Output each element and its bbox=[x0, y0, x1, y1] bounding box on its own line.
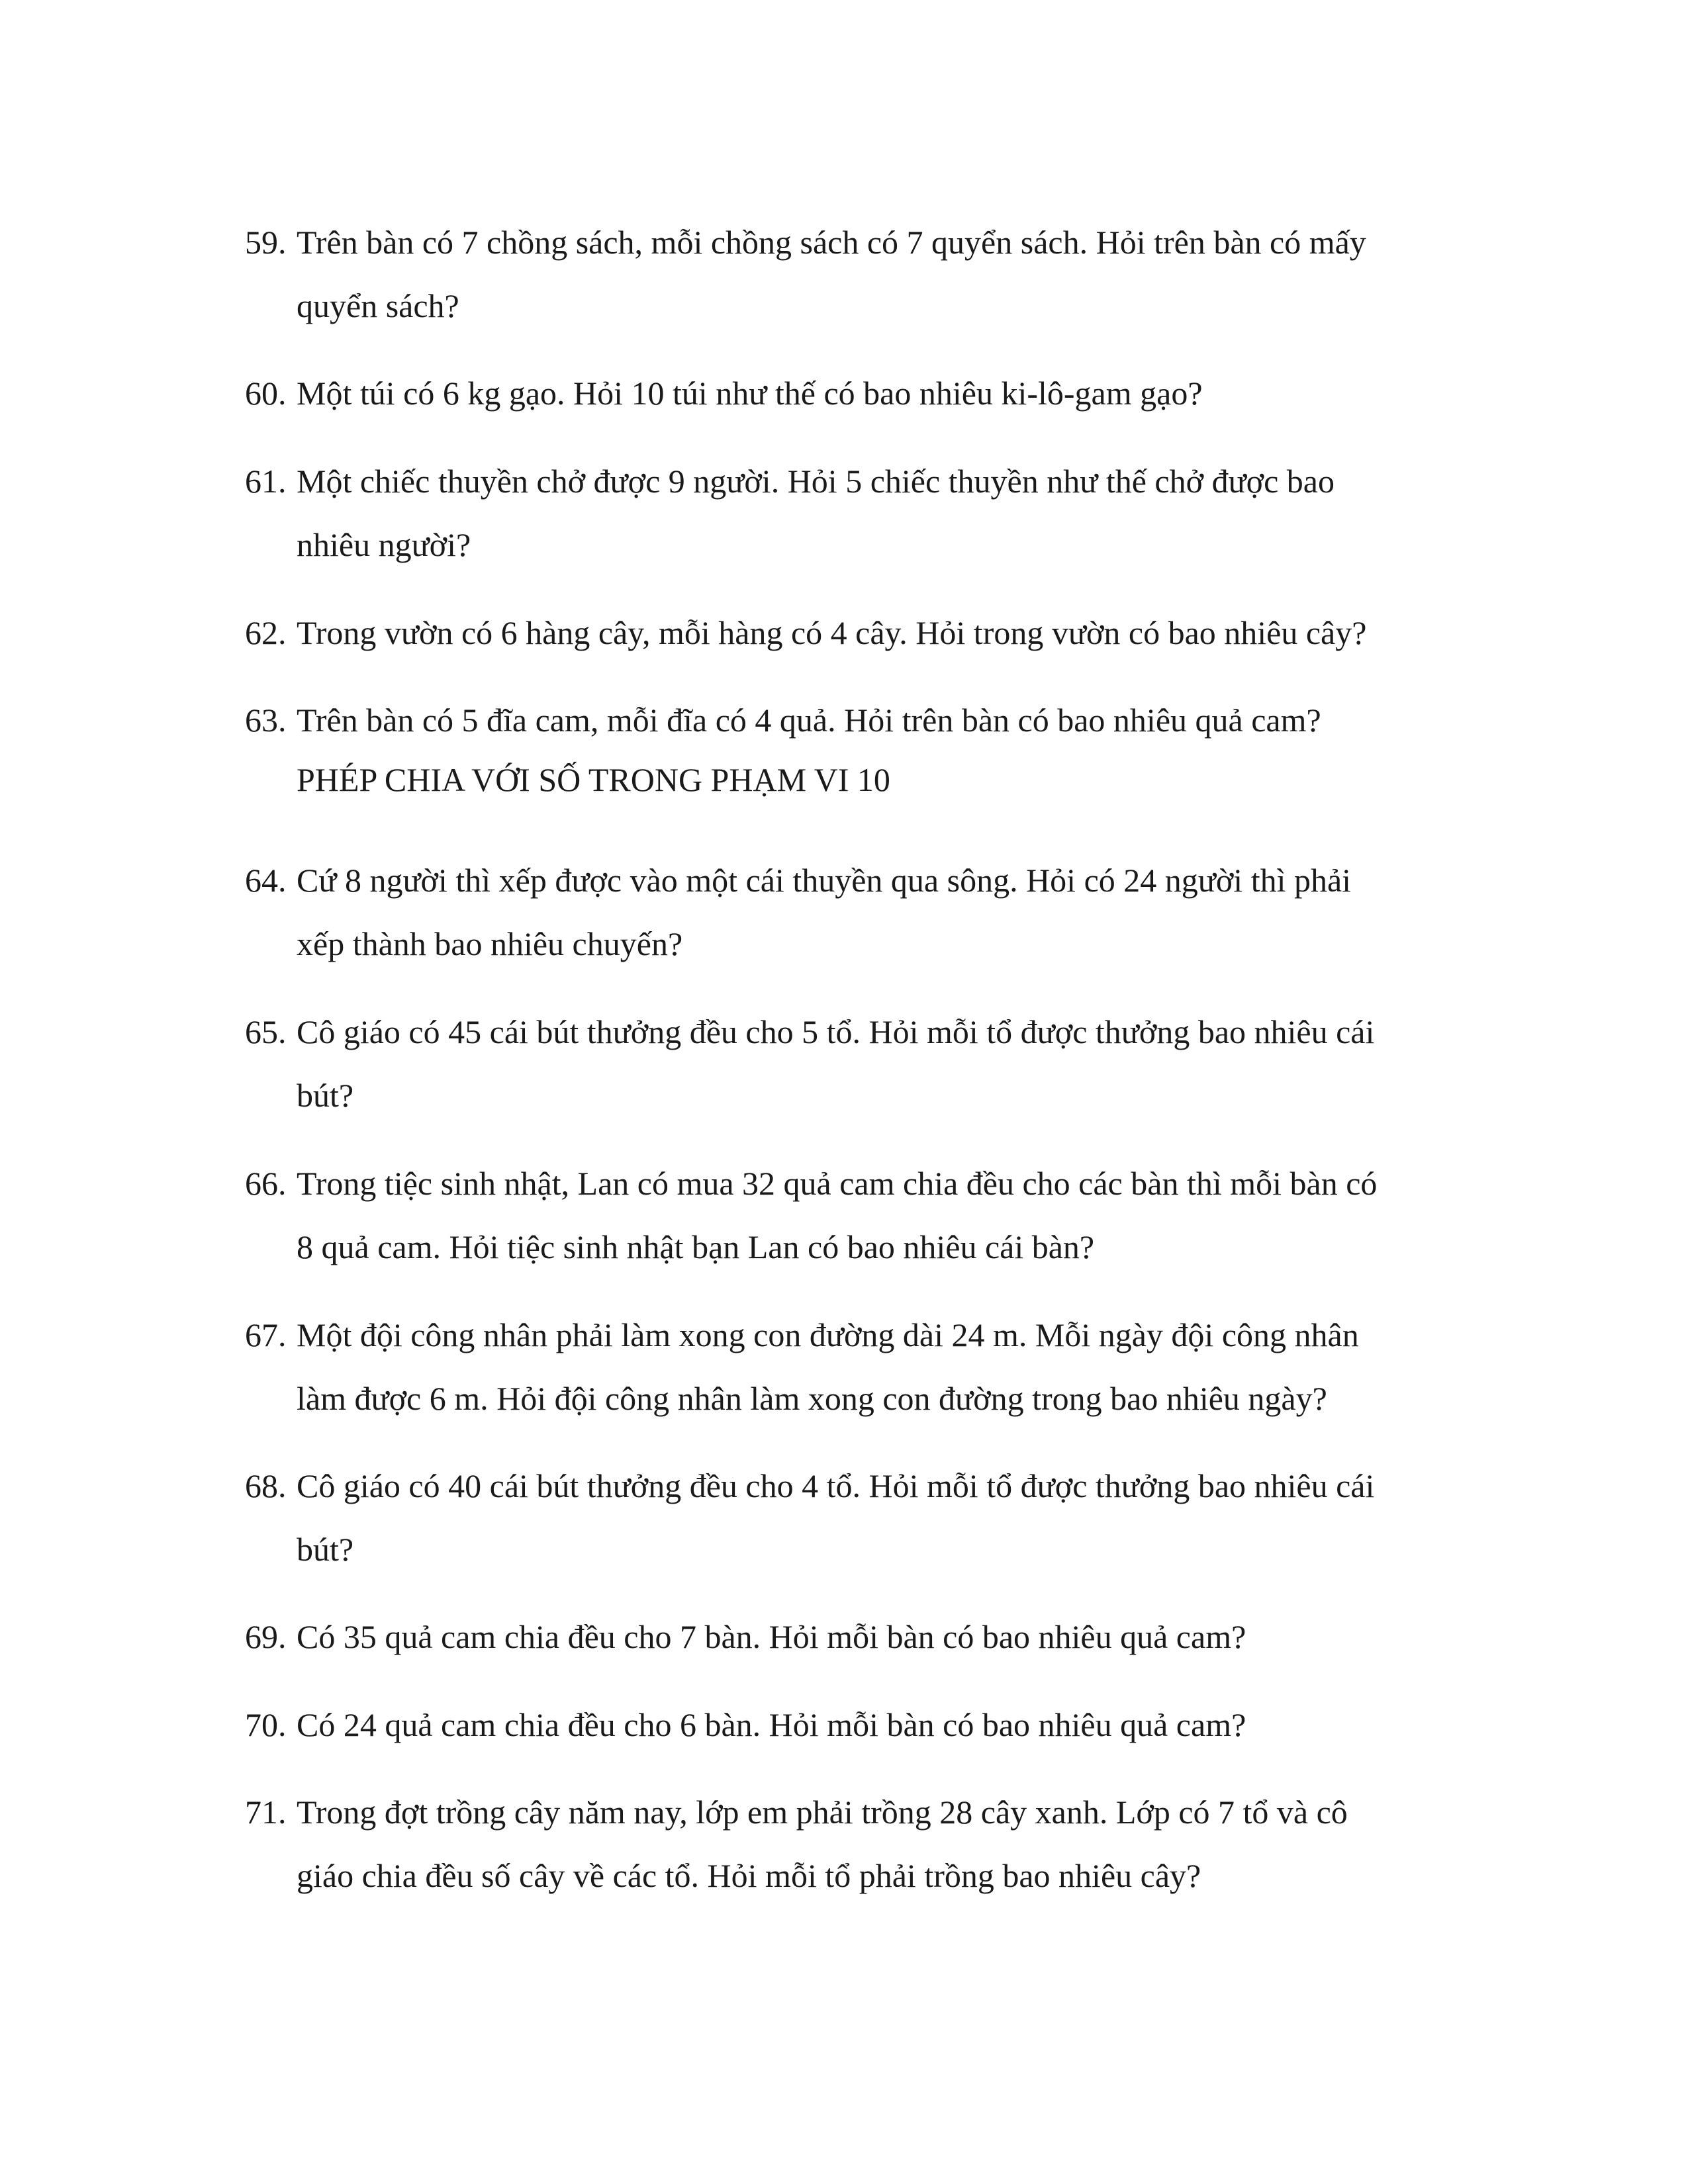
exercise-line: Có 35 quả cam chia đều cho 7 bàn. Hỏi mỗi bàn có bao nhiêu quả cam? bbox=[297, 1618, 1246, 1655]
exercise-line: làm được 6 m. Hỏi đội công nhân làm xong con đường trong bao nhiêu ngày? bbox=[297, 1380, 1327, 1417]
exercise-61 bbox=[245, 449, 1470, 576]
exercise-number: 61. bbox=[245, 463, 287, 500]
exercise-line: nhiêu người? bbox=[297, 526, 471, 563]
exercise-line: Một chiếc thuyền chở được 9 người. Hỏi 5 chiếc thuyền như thế chở được bao bbox=[297, 463, 1335, 500]
exercise-line: Có 24 quả cam chia đều cho 6 bàn. Hỏi mỗi bàn có bao nhiêu quả cam? bbox=[297, 1706, 1246, 1743]
exercise-line: Một túi có 6 kg gạo. Hỏi 10 túi như thế có bao nhiêu ki-lô-gam gạo? bbox=[297, 375, 1203, 412]
exercise-67 bbox=[245, 1303, 1470, 1430]
exercise-60 bbox=[245, 361, 1470, 425]
exercise-number: 68. bbox=[245, 1467, 287, 1504]
exercise-59 bbox=[245, 210, 1470, 338]
exercise-62 bbox=[245, 601, 1470, 664]
exercise-line: 8 quả cam. Hỏi tiệc sinh nhật bạn Lan có bao nhiêu cái bàn? bbox=[297, 1228, 1095, 1265]
exercise-68 bbox=[245, 1454, 1470, 1581]
exercise-line: Cô giáo có 40 cái bút thưởng đều cho 4 tổ. Hỏi mỗi tổ được thưởng bao nhiêu cái bbox=[297, 1467, 1375, 1504]
exercise-line: giáo chia đều số cây về các tổ. Hỏi mỗi tổ phải trồng bao nhiêu cây? bbox=[297, 1857, 1201, 1894]
exercise-65 bbox=[245, 1000, 1470, 1127]
exercise-70 bbox=[245, 1693, 1470, 1756]
exercise-number: 60. bbox=[245, 375, 287, 412]
exercise-number: 65. bbox=[245, 1013, 287, 1050]
exercise-line: Trên bàn có 7 chồng sách, mỗi chồng sách có 7 quyển sách. Hỏi trên bàn có mấy bbox=[297, 224, 1366, 261]
exercise-number: 71. bbox=[245, 1794, 287, 1831]
exercise-line: Trong tiệc sinh nhật, Lan có mua 32 quả cam chia đều cho các bàn thì mỗi bàn có bbox=[297, 1165, 1378, 1202]
section-heading: PHÉP CHIA VỚI SỐ TRONG PHẠM VI 10 bbox=[297, 761, 890, 798]
exercise-line: bút? bbox=[297, 1077, 354, 1114]
exercise-line: xếp thành bao nhiêu chuyến? bbox=[297, 925, 683, 962]
exercise-line: Trên bàn có 5 đĩa cam, mỗi đĩa có 4 quả. Hỏi trên bàn có bao nhiêu quả cam? bbox=[297, 702, 1321, 739]
exercise-line: Một đội công nhân phải làm xong con đường dài 24 m. Mỗi ngày đội công nhân bbox=[297, 1316, 1359, 1353]
exercise-64 bbox=[245, 848, 1470, 976]
exercise-line: Trong vườn có 6 hàng cây, mỗi hàng có 4 cây. Hỏi trong vườn có bao nhiêu cây? bbox=[297, 614, 1367, 651]
exercise-63 bbox=[245, 688, 1470, 752]
exercise-number: 69. bbox=[245, 1618, 287, 1655]
exercise-number: 59. bbox=[245, 224, 287, 261]
exercise-number: 63. bbox=[245, 702, 287, 739]
exercise-66 bbox=[245, 1152, 1470, 1279]
exercise-71 bbox=[245, 1780, 1470, 1907]
exercise-line: quyển sách? bbox=[297, 287, 459, 324]
exercise-line: Cứ 8 người thì xếp được vào một cái thuyền qua sông. Hỏi có 24 người thì phải bbox=[297, 862, 1352, 899]
exercise-69 bbox=[245, 1605, 1470, 1668]
exercise-number: 70. bbox=[245, 1706, 287, 1743]
exercise-number: 62. bbox=[245, 614, 287, 651]
exercise-number: 64. bbox=[245, 862, 287, 899]
exercise-number: 66. bbox=[245, 1165, 287, 1202]
exercise-number: 67. bbox=[245, 1316, 287, 1353]
exercise-line: Trong đợt trồng cây năm nay, lớp em phải trồng 28 cây xanh. Lớp có 7 tổ và cô bbox=[297, 1794, 1348, 1831]
exercise-line: Cô giáo có 45 cái bút thưởng đều cho 5 tổ. Hỏi mỗi tổ được thưởng bao nhiêu cái bbox=[297, 1013, 1375, 1050]
exercise-line: bút? bbox=[297, 1531, 354, 1568]
